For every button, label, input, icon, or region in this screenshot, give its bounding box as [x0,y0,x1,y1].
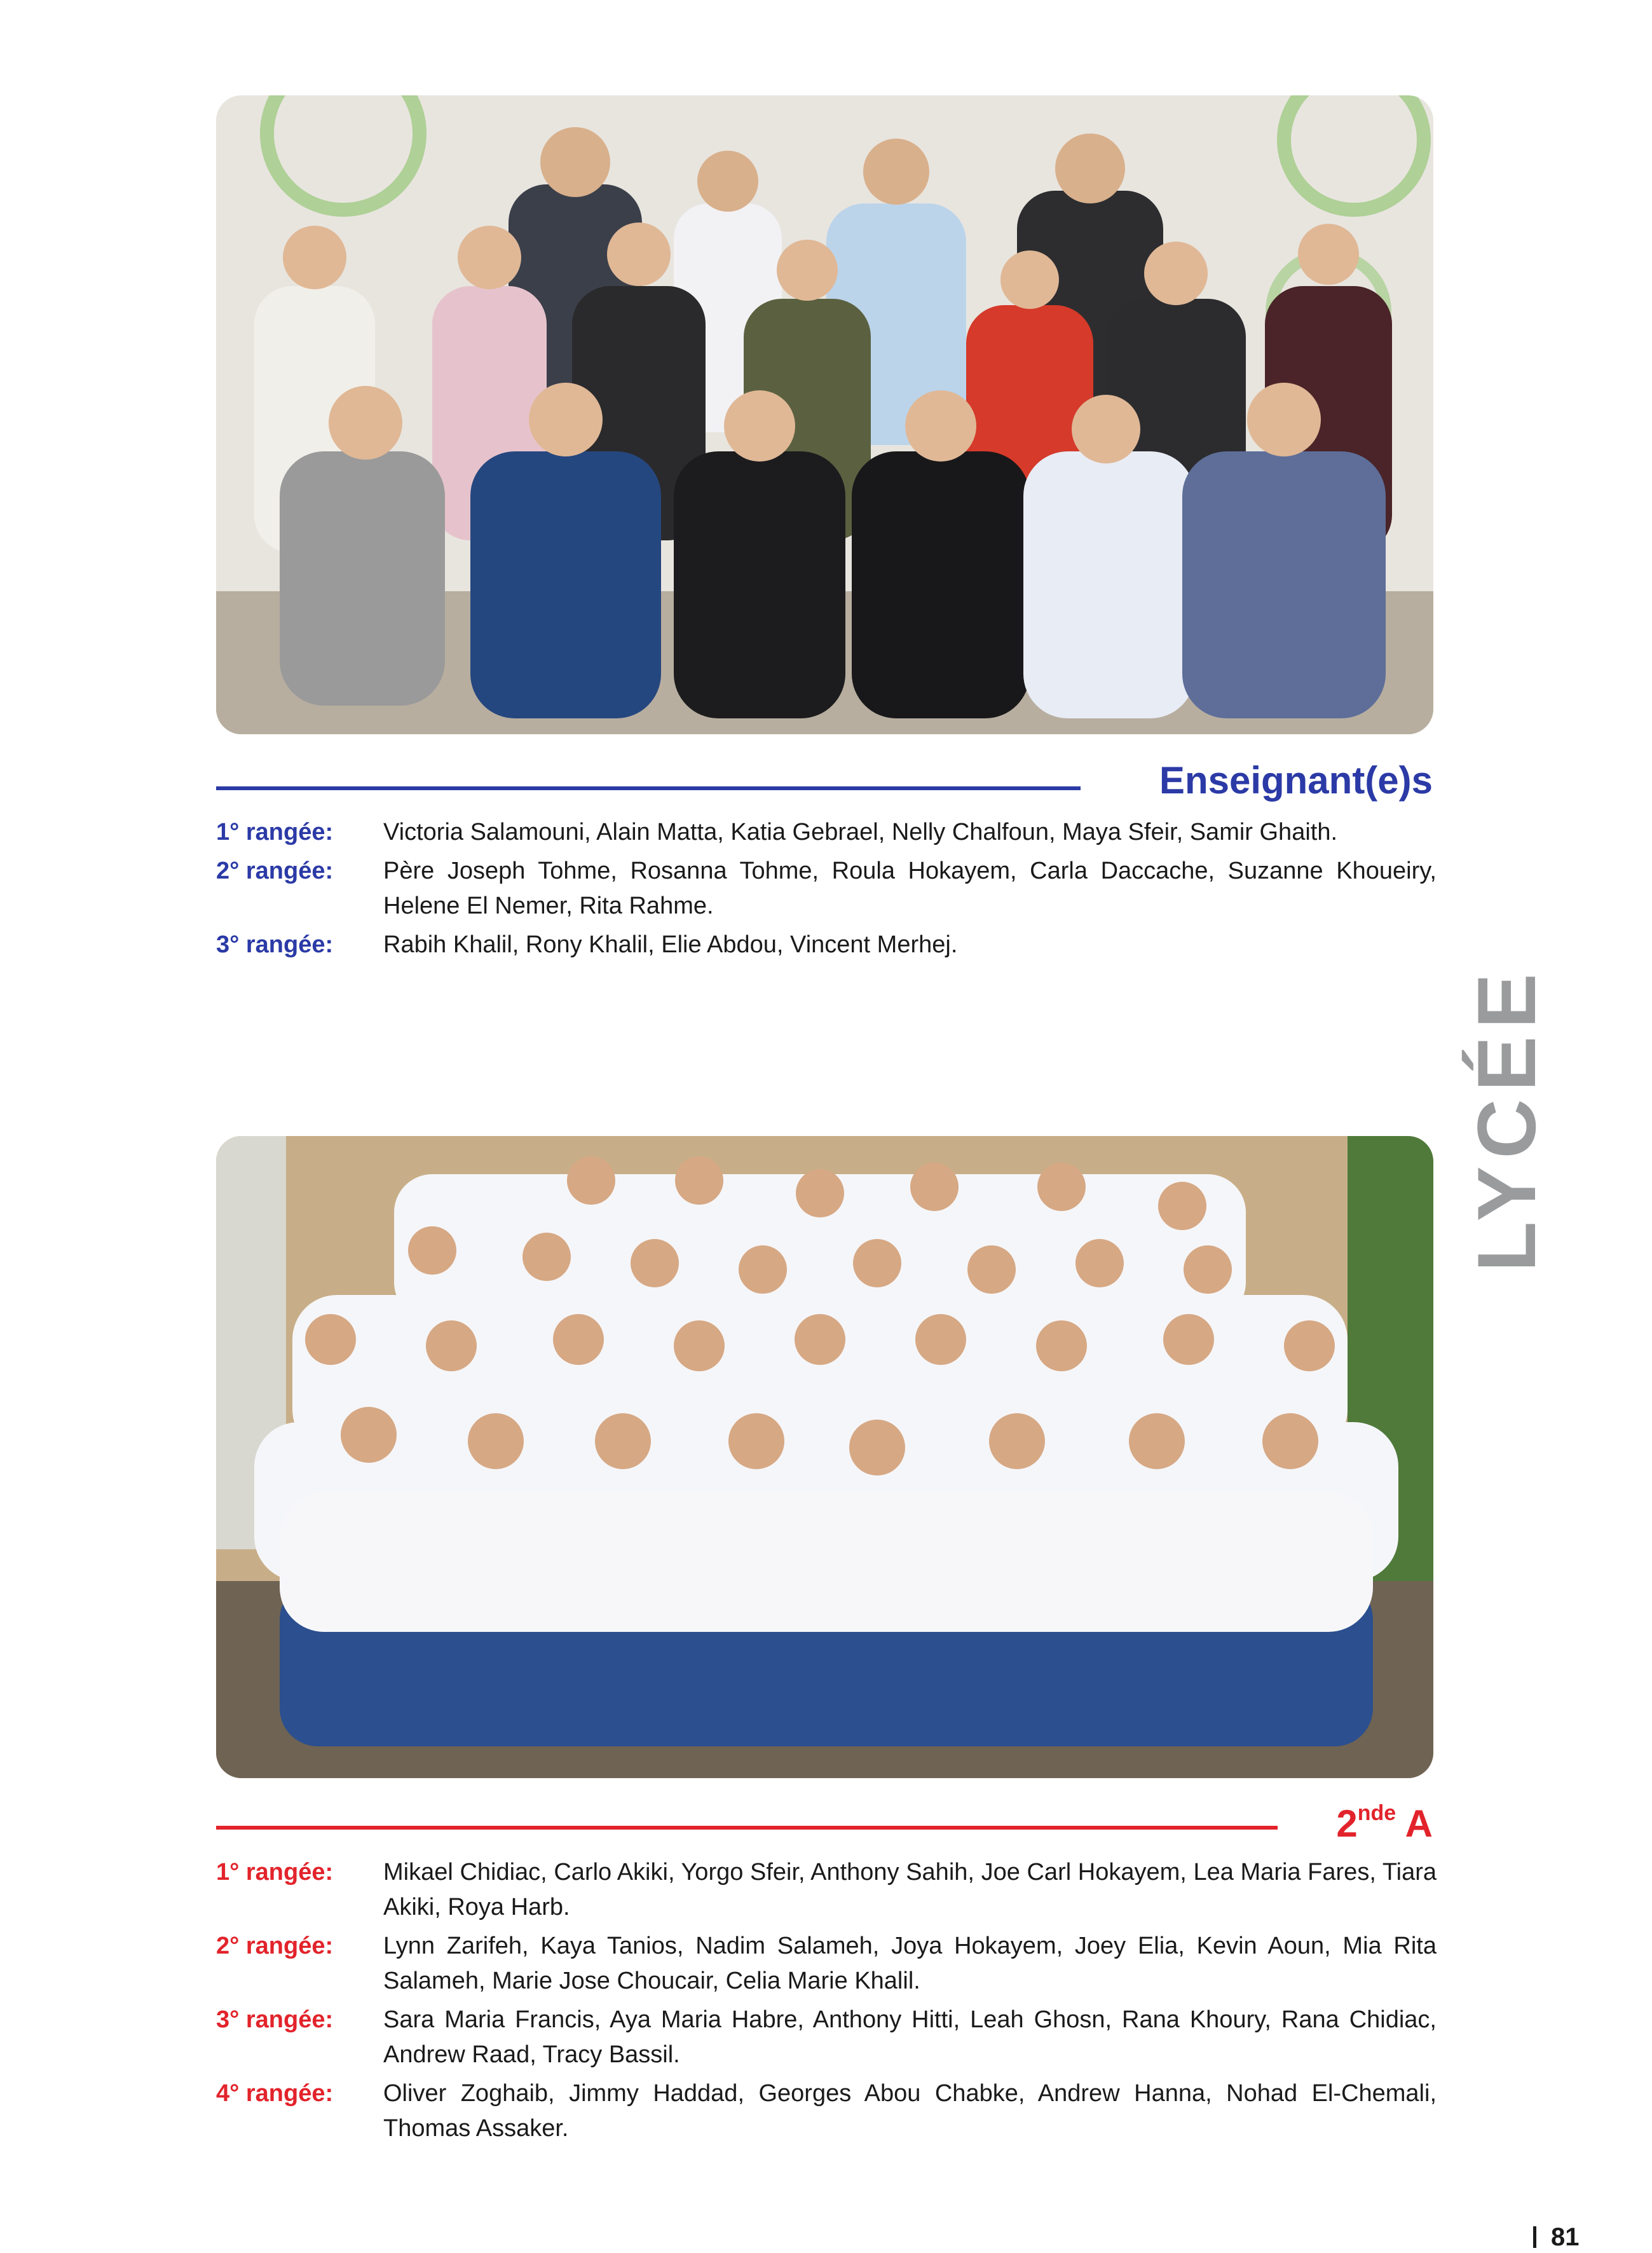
teachers-group-photo [216,95,1433,734]
row-names: Père Joseph Tohme, Rosanna Tohme, Roula Hokayem, Carla Daccache, Suzanne Khoueiry, Helene El Nemer, Rita Rahme. [383,858,1437,919]
teachers-row [216,854,1437,924]
row-names: Mikael Chidiac, Carlo Akiki, Yorgo Sfeir, Anthony Sahih, Joe Carl Hokayem, Lea Maria Fares, Tiara Akiki, Roya Harb. [383,1859,1437,1921]
teachers-row [216,815,1437,850]
row-names: Victoria Salamouni, Alain Matta, Katia Gebrael, Nelly Chalfoun, Maya Sfeir, Samir Ghaith. [383,819,1338,846]
row-label: 3° rangée: [216,931,334,958]
side-section-label [1460,947,1553,1291]
page-number-bar [1533,2226,1536,2248]
row-label: 2° rangée: [216,1933,334,1959]
class-title-suffix: A [1396,1802,1433,1845]
page-number: 81 [1551,2223,1580,2251]
teachers-title-rule [216,786,1081,790]
teachers-row [216,928,1437,962]
class-rows [216,1855,1437,2150]
row-names: Sara Maria Francis, Aya Maria Habre, Anthony Hitti, Leah Ghosn, Rana Khoury, Rana Chidiac, Andrew Raad, Tracy Bassil. [383,2006,1437,2068]
class-row [216,1855,1437,1925]
row-label: 1° rangée: [216,1859,334,1886]
class-title [1336,1802,1433,1843]
class-title-main: 2 [1336,1802,1358,1845]
teachers-rows [216,815,1437,966]
teachers-title: Enseignant(e)s [1159,759,1433,802]
class-row [216,2003,1437,2072]
class-row [216,2076,1437,2146]
class-row [216,1929,1437,1999]
row-label: 4° rangée: [216,2080,334,2107]
side-label-text: LYCÉE [1460,966,1553,1272]
row-label: 2° rangée: [216,858,334,884]
row-names: Rabih Khalil, Rony Khalil, Elie Abdou, Vincent Merhej. [383,931,958,958]
row-label: 3° rangée: [216,2006,334,2033]
row-names: Oliver Zoghaib, Jimmy Haddad, Georges Abou Chabke, Andrew Hanna, Nohad El-Chemali, Thomas Assaker. [383,2080,1437,2142]
class-photo-illustration [216,1136,1433,1778]
row-label: 1° rangée: [216,819,334,846]
teachers-photo-illustration [216,95,1433,734]
class-group-photo [216,1136,1433,1778]
class-title-rule [216,1826,1278,1830]
row-names: Lynn Zarifeh, Kaya Tanios, Nadim Salameh, Joya Hokayem, Joey Elia, Kevin Aoun, Mia Rita Salameh, Marie Jose Choucair, Celia Marie Khalil. [383,1933,1437,1994]
class-title-sup: nde [1357,1801,1396,1825]
